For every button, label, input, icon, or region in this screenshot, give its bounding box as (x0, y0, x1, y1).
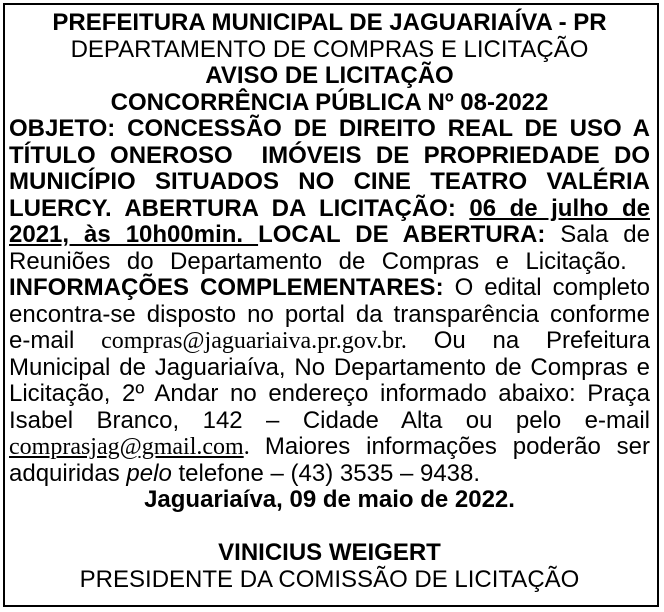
header-department: DEPARTAMENTO DE COMPRAS E LICITAÇÃO (70, 35, 589, 63)
objeto-label: OBJETO: (9, 115, 128, 142)
signatory-title: PRESIDENTE DA COMISSÃO DE LICITAÇÃO (79, 565, 580, 593)
gov-email-text: compras@jaguariaiva.pr.gov.br. (101, 328, 407, 354)
signatory-name: VINICIUS WEIGERT (218, 539, 441, 566)
pelo-italic: pelo (126, 459, 172, 487)
local-label: LOCAL DE ABERTURA: (258, 221, 561, 248)
info-text-2: Ou na Prefeitura Municipal de Jaguariaíva, No Departamento de Compras e Licitação, 2º Andar no endereço informado abaixo: Praça Isabel Branco, 142 – Cidade Alta ou pelo e-mail (9, 327, 651, 434)
objeto-text: CONCESSÃO DE DIREITO REAL DE USO A TÍTULO ONEROSO IMÓVEIS DE PROPRIEDADE DO MUNICÍPIO SITUADOS NO CINE TEATRO VALÉRIA LUERCY. (9, 115, 650, 222)
info-text-4: telefone – (43) 3535 – 9438. (171, 459, 481, 487)
info-text-3: Maiores informações poderão ser adquiridas (9, 433, 650, 487)
footer-date: Jaguariaíva, 09 de maio de 2022. (144, 486, 515, 513)
gmail-email-text: comprasjag@gmail.com (9, 434, 244, 460)
line-spacer (9, 514, 650, 541)
header-notice-type: AVISO DE LICITAÇÃO (205, 62, 454, 89)
info-label: INFORMAÇÕES COMPLEMENTARES: (9, 274, 455, 301)
local-text: Sala de Reuniões do Departamento de Compras e Licitação. (9, 221, 650, 275)
header-municipality: PREFEITURA MUNICIPAL DE JAGUARIAÍVA - PR (52, 9, 607, 36)
info-text-1: O edital completo encontra-se disposto no portal da transparência conforme e-mail (9, 274, 650, 354)
header-bid-number: CONCORRÊNCIA PÚBLICA Nº 08-2022 (110, 88, 549, 116)
abertura-label: ABERTURA DA LICITAÇÃO: (124, 194, 470, 222)
gmail-email-period: . (243, 434, 265, 460)
abertura-date-underlined: 06 de julho de 2021, às 10h00min. (9, 194, 650, 248)
notice-sheet (3, 3, 659, 607)
notice-body (9, 116, 650, 487)
